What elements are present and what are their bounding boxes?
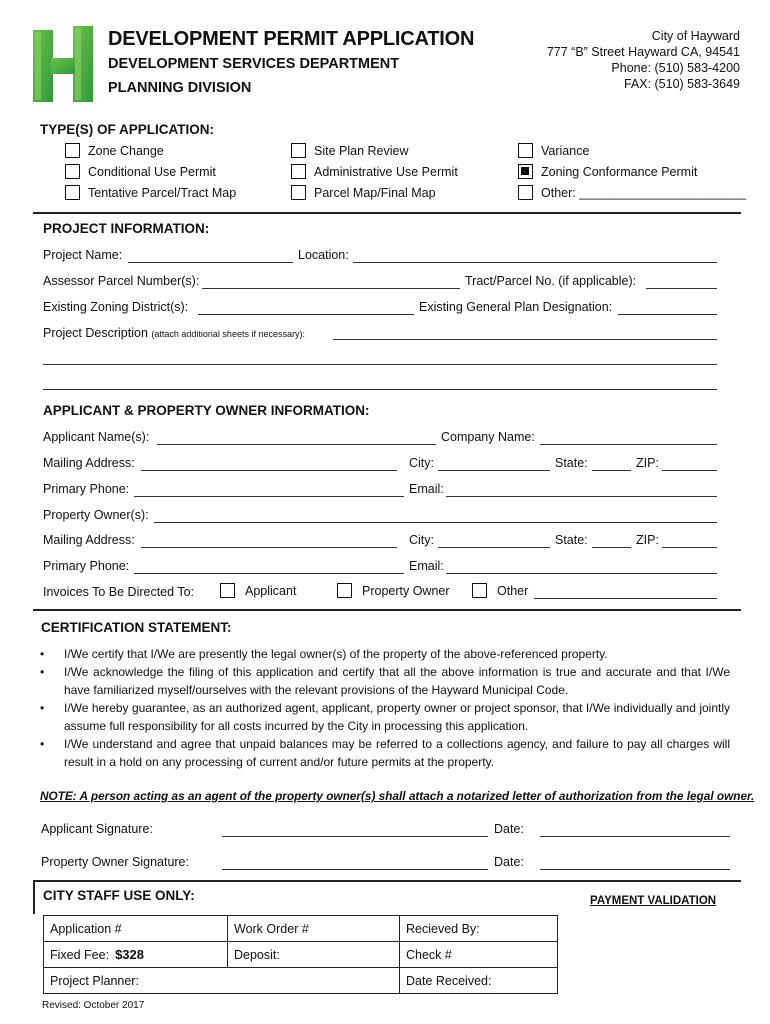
bullet: • — [40, 737, 45, 751]
certification-list — [40, 645, 730, 771]
staff-table — [43, 915, 558, 994]
owner-state-field[interactable] — [592, 547, 631, 548]
invoice-applicant-option[interactable] — [220, 583, 296, 598]
checkbox[interactable] — [65, 185, 80, 200]
owner-mailing-address-label: Mailing Address: — [43, 533, 135, 547]
type-zoning-conformance[interactable] — [518, 164, 697, 179]
type-conditional-use[interactable] — [65, 164, 216, 179]
table-row — [44, 942, 558, 968]
owner-state-label: State: — [555, 533, 588, 547]
checkbox[interactable] — [220, 583, 235, 598]
owner-phone-label: Primary Phone: — [43, 559, 130, 573]
state-field[interactable] — [592, 470, 631, 471]
certification-item — [40, 663, 730, 699]
table-row — [44, 968, 558, 994]
owner-mailing-address-field[interactable] — [141, 547, 397, 548]
tract-field[interactable] — [646, 288, 717, 289]
checkbox-label: Other: ________________________ — [541, 185, 747, 200]
city-phone: Phone: (510) 583-4200 — [611, 61, 740, 75]
project-name-label: Project Name: — [43, 248, 123, 262]
staff-heading: CITY STAFF USE ONLY: — [43, 888, 195, 903]
company-field[interactable] — [540, 444, 717, 445]
apn-field[interactable] — [202, 288, 460, 289]
owner-email-field[interactable] — [446, 573, 717, 574]
applicant-date-label: Date: — [494, 822, 524, 836]
checkbox-label: Site Plan Review — [314, 143, 409, 158]
bullet: • — [40, 665, 45, 679]
department-name: DEVELOPMENT SERVICES DEPARTMENT — [108, 56, 400, 72]
invoice-owner-option[interactable] — [337, 583, 450, 598]
work-order-cell[interactable]: Work Order # — [228, 916, 400, 942]
location-label: Location: — [298, 248, 349, 262]
types-heading: TYPE(S) OF APPLICATION: — [40, 122, 214, 137]
zip-label: ZIP: — [636, 456, 659, 470]
city-label: City: — [409, 456, 434, 470]
applicant-date-field[interactable] — [540, 836, 730, 837]
application-number-cell[interactable]: Application # — [44, 916, 228, 942]
certification-text: I/We acknowledge the filing of this application and certify that all the above information is true and accurate and that I/We have familiarized myself/ourselves with the relevant provisions of the Hayward Municipal Code. — [64, 665, 730, 697]
checkbox-label: Variance — [541, 143, 590, 158]
description-field-3[interactable] — [43, 389, 717, 390]
checkbox-label: Zone Change — [88, 143, 164, 158]
checkbox[interactable] — [472, 583, 487, 598]
checkbox[interactable] — [291, 185, 306, 200]
agent-note: NOTE: A person acting as an agent of the property owner(s) shall attach a notarized letter of authorization from the legal owner. — [40, 789, 755, 803]
primary-phone-label: Primary Phone: — [43, 482, 130, 496]
applicant-heading: APPLICANT & PROPERTY OWNER INFORMATION: — [43, 403, 370, 418]
certification-item — [40, 699, 730, 735]
city-field[interactable] — [438, 470, 550, 471]
owner-phone-field[interactable] — [134, 573, 404, 574]
checkbox[interactable] — [291, 164, 306, 179]
zoning-field[interactable] — [198, 314, 414, 315]
hayward-logo — [33, 26, 96, 104]
checkbox-label: Conditional Use Permit — [88, 164, 216, 179]
revision-date: Revised: October 2017 — [42, 1000, 145, 1011]
project-planner-cell[interactable]: Project Planner: — [44, 968, 400, 994]
tract-label: Tract/Parcel No. (if applicable): — [465, 274, 637, 288]
payment-validation: PAYMENT VALIDATION — [590, 895, 717, 907]
checkbox[interactable] — [291, 143, 306, 158]
bullet: • — [40, 647, 45, 661]
checkbox-label: Administrative Use Permit — [314, 164, 458, 179]
type-site-plan[interactable] — [291, 143, 409, 158]
general-plan-label: Existing General Plan Designation: — [419, 300, 613, 314]
bullet: • — [40, 701, 45, 715]
received-by-cell[interactable]: Recieved By: — [400, 916, 558, 942]
type-zone-change[interactable] — [65, 143, 164, 158]
type-variance[interactable] — [518, 143, 589, 158]
mailing-address-field[interactable] — [141, 470, 397, 471]
mailing-address-label: Mailing Address: — [43, 456, 135, 470]
checkbox-checked[interactable] — [518, 164, 533, 179]
certification-text: I/We understand and agree that unpaid balances may be referred to a collections agency, and failure to pay all charges will result in a hold on any processing of current and/or future permits at the property. — [64, 737, 730, 769]
project-description-label — [43, 326, 305, 340]
location-field[interactable] — [353, 262, 717, 263]
checkbox-label: Property Owner — [362, 583, 450, 598]
zip-field[interactable] — [662, 470, 717, 471]
property-owner-field[interactable] — [154, 522, 717, 523]
applicant-signature-field[interactable] — [222, 836, 488, 837]
state-label: State: — [555, 456, 588, 470]
checkbox[interactable] — [65, 164, 80, 179]
apn-label: Assessor Parcel Number(s): — [43, 274, 200, 288]
zoning-label: Existing Zoning District(s): — [43, 300, 189, 314]
general-plan-field[interactable] — [618, 314, 717, 315]
company-label: Company Name: — [441, 430, 535, 444]
checkbox-label: Applicant — [245, 583, 297, 598]
project-heading: PROJECT INFORMATION: — [43, 221, 210, 236]
table-row — [44, 916, 558, 942]
deposit-cell[interactable]: Deposit: — [228, 942, 400, 968]
fixed-fee-value: $328 — [115, 947, 144, 962]
applicant-name-label: Applicant Name(s): — [43, 430, 150, 444]
staff-box-edge — [33, 880, 35, 914]
owner-date-label: Date: — [494, 855, 524, 869]
type-parcel-map[interactable] — [291, 185, 436, 200]
primary-phone-field[interactable] — [134, 496, 404, 497]
divider — [33, 880, 741, 882]
email-field[interactable] — [446, 496, 717, 497]
applicant-name-field[interactable] — [157, 444, 436, 445]
owner-date-field[interactable] — [540, 869, 730, 870]
divider — [33, 212, 741, 214]
division-name: PLANNING DIVISION — [108, 80, 252, 96]
owner-zip-label: ZIP: — [636, 533, 659, 547]
fixed-fee-label: Fixed Fee: — [50, 948, 110, 962]
property-owner-label: Property Owner(s): — [43, 508, 149, 522]
owner-signature-field[interactable] — [222, 869, 488, 870]
city-address: 777 “B” Street Hayward CA, 94541 — [546, 45, 740, 59]
project-name-field[interactable] — [128, 262, 293, 263]
checkbox-label: Parcel Map/Final Map — [314, 185, 436, 200]
city-name: City of Hayward — [651, 29, 740, 43]
checkbox-label: Tentative Parcel/Tract Map — [88, 185, 237, 200]
checkbox-label: Other — [497, 583, 529, 598]
owner-signature-label: Property Owner Signature: — [41, 855, 189, 869]
checkbox[interactable] — [337, 583, 352, 598]
checkbox-label: Zoning Conformance Permit — [541, 164, 698, 179]
invoice-other-field[interactable] — [534, 598, 717, 599]
checkbox[interactable] — [518, 143, 533, 158]
invoice-other-option[interactable] — [472, 583, 528, 598]
divider — [33, 609, 741, 611]
applicant-signature-label: Applicant Signature: — [41, 822, 153, 836]
description-note: (attach additional sheets if necessary): — [151, 329, 305, 339]
invoices-label: Invoices To Be Directed To: — [43, 585, 195, 599]
owner-zip-field[interactable] — [662, 547, 717, 548]
certification-heading: CERTIFICATION STATEMENT: — [41, 620, 232, 635]
date-received-cell[interactable]: Date Received: — [400, 968, 558, 994]
city-contact — [547, 28, 740, 92]
owner-email-label: Email: — [409, 559, 444, 573]
certification-text: I/We hereby guarantee, as an authorized agent, applicant, property owner or project sponsor, that I/We individually and jointly assume full responsibility for all costs incurred by the City in processing this application. — [64, 701, 730, 733]
description-label-text: Project Description — [43, 326, 148, 340]
owner-city-field[interactable] — [438, 547, 550, 548]
checkbox[interactable] — [518, 185, 533, 200]
description-field-2[interactable] — [43, 364, 717, 365]
type-admin-use[interactable] — [291, 164, 458, 179]
certification-item — [40, 645, 730, 663]
check-number-cell[interactable]: Check # — [400, 942, 558, 968]
checkbox[interactable] — [65, 143, 80, 158]
certification-text: I/We certify that I/We are presently the legal owner(s) of the property of the above-referenced property. — [64, 647, 608, 661]
email-label: Email: — [409, 482, 444, 496]
owner-city-label: City: — [409, 533, 434, 547]
type-tentative-map[interactable] — [65, 185, 236, 200]
fixed-fee-cell[interactable] — [44, 942, 228, 968]
type-other[interactable] — [518, 185, 746, 200]
form-title: DEVELOPMENT PERMIT APPLICATION — [108, 28, 475, 50]
description-field-1[interactable] — [333, 339, 717, 340]
city-fax: FAX: (510) 583-3649 — [623, 77, 740, 91]
certification-item — [40, 735, 730, 771]
